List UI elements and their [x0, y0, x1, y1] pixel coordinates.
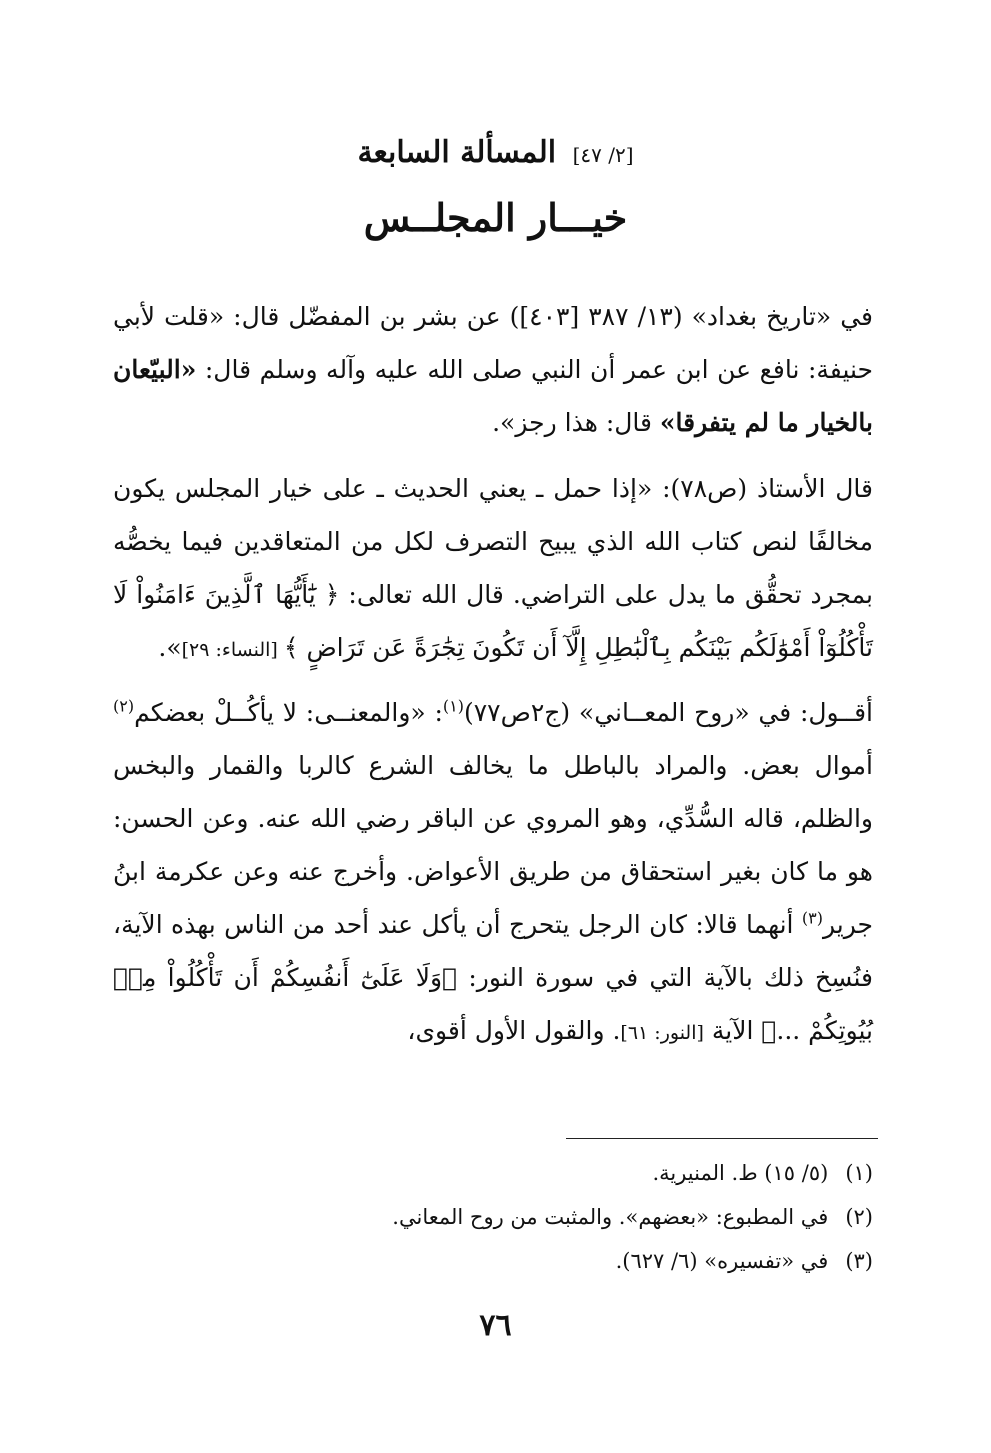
quran-verse-1: ﴿ يَٰٓأَيُّهَا ٱلَّذِينَ ءَامَنُواْ لَا تَأْكُلُوٓاْ أَمْوَٰلَكُم بَيْنَكُم بِٱلْبَٰطِلِ إِلَّآ أَن تَكُونَ تِجَٰرَةً عَن تَرَاضٍ ﴾: [113, 580, 873, 662]
footnote-2: [113, 1196, 873, 1238]
paragraph-2-end: ».: [158, 633, 182, 662]
paragraph-1: [113, 290, 873, 449]
paragraph-3-text-e: الآية: [703, 1016, 762, 1045]
footnote-separator: [566, 1138, 878, 1139]
section-reference: [٢/ ٤٧]: [572, 143, 634, 167]
paragraph-3: [113, 686, 873, 1060]
footnote-text: في المطبوع: «بعضهم». والمثبت من روح المعاني.: [392, 1205, 829, 1229]
paragraph-3-text-f: . والقول الأول أقوى،: [407, 1016, 621, 1045]
paragraph-3-text-c: أموال بعض. والمراد بالباطل ما يخالف الشرع كالربا والقمار والبخس والظلم، قاله السُّدِّي، وهو المروي عن الباقر رضي الله عنه. وعن الحسن: هو ما كان بغير استحقاق من طريق الأعواض. وأخرج عنه وعن عكرمة ابنُ جرير: [113, 751, 873, 939]
footnote-marker-2[interactable]: (٢): [113, 696, 135, 716]
footnote-marker-1[interactable]: (١): [442, 696, 464, 716]
footnote-number: (٣): [845, 1249, 873, 1273]
hadith-quote: «البيّعان بالخيار ما لم يتفرقا»: [113, 355, 873, 437]
footnote-1: [113, 1152, 873, 1194]
footnote-number: (٢): [845, 1205, 873, 1229]
footnote-marker-3[interactable]: (٣): [801, 908, 823, 928]
paragraph-3-text-b: : «والمعنــى: لا يأكُــلْ بعضكم: [134, 698, 443, 727]
footnote-text: في «تفسيره» (٦/ ٦٢٧).: [615, 1249, 829, 1273]
verse-reference-2: [النور: ٦١]: [620, 1022, 704, 1044]
paragraph-2: [113, 462, 873, 677]
section-subtitle: خيـــار المجلــس: [363, 195, 628, 240]
paragraph-1-text-a: في «تاريخ بغداد» (١٣/ ٣٨٧ [٤٠٣]) عن بشر بن المفضّل قال: «قلت لأبي حنيفة: نافع عن ابن عمر أن النبي صلى الله عليه وآله وسلم قال:: [113, 302, 874, 384]
footnote-number: (١): [845, 1161, 873, 1185]
paragraph-1-text-b: قال: هذا رجز».: [492, 408, 660, 437]
section-title: المسألة السابعة: [357, 135, 557, 170]
paragraph-3-text-a: أقــول: في «روح المعــاني» (ج٢ص٧٧): [463, 698, 873, 727]
section-heading: [0, 135, 991, 185]
paragraph-3-text-d: أنهما قالا: كان الرجل يتحرج أن يأكل عند أحد من الناس بهذه الآية، فنُسِخ ذلك بالآية التي في سورة النور:: [113, 910, 873, 992]
page-number: ٧٦: [479, 1308, 512, 1343]
footnote-3: [113, 1240, 873, 1282]
paragraph-2-text-a: قال الأستاذ (ص٧٨): «إذا حمل ـ يعني الحديث ـ على خيار المجلس يكون مخالفًا لنص كتاب الله الذي يبيح التصرف لكل من المتعاقدين فيما يخصُّه بمجرد تحقُّق ما يدل على التراضي. قال الله تعالى:: [113, 474, 873, 609]
quran-verse-2: ﴿وَلَا عَلَىٰٓ أَنفُسِكُمْ أَن تَأْكُلُواْ مِنۢ بُيُوتِكُمْ ...﴾: [113, 963, 873, 1045]
footnote-text: (٥/ ١٥) ط. المنيرية.: [652, 1161, 829, 1185]
verse-reference-1: [النساء: ٢٩]: [181, 639, 284, 661]
